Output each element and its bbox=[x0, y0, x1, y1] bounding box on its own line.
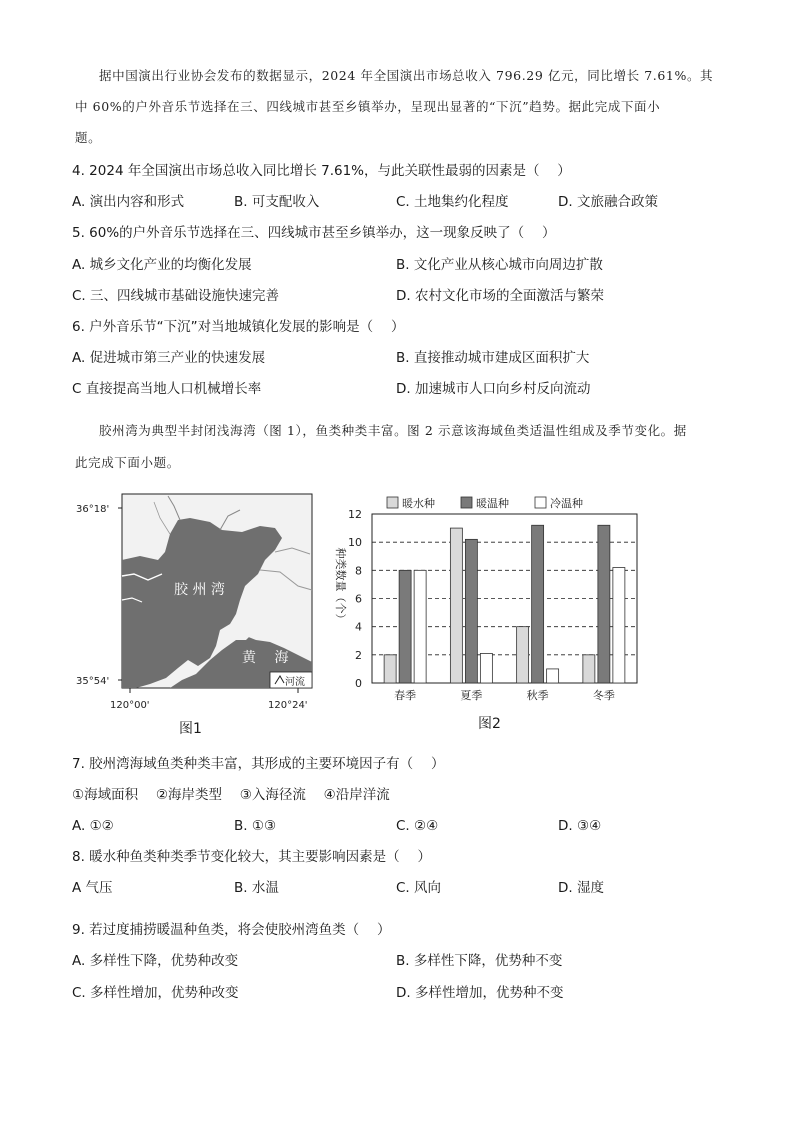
chart-bar bbox=[480, 653, 492, 683]
figure2-chart bbox=[325, 490, 655, 715]
passage1-line1: 据中国演出行业协会发布的数据显示，2024 年全国演出市场总收入 796.29 亿元，同比增长 7.61%。其 bbox=[99, 68, 714, 83]
q6-option-c[interactable]: C 直接提高当地人口机械增长率 bbox=[72, 381, 262, 397]
map-bay-label: 胶 州 湾 bbox=[174, 582, 225, 598]
chart-legend-label: 暖温种 bbox=[476, 497, 509, 510]
q9-option-c[interactable]: C. 多样性增加，优势种改变 bbox=[72, 985, 239, 1001]
chart-bar bbox=[583, 655, 595, 683]
chart-xtick-label: 冬季 bbox=[592, 689, 615, 702]
q7-option-a[interactable]: A. ①② bbox=[72, 818, 114, 834]
chart-xtick-label: 春季 bbox=[394, 689, 417, 702]
q4-option-d[interactable]: D. 文旅融合政策 bbox=[558, 194, 658, 210]
chart-bar bbox=[532, 525, 544, 683]
chart-ytick-label: 2 bbox=[355, 648, 362, 662]
chart-xtick-label: 夏季 bbox=[460, 689, 483, 702]
q6-option-b[interactable]: B. 直接推动城市建成区面积扩大 bbox=[396, 350, 590, 366]
chart-ylabel: 种类数量（个） bbox=[334, 547, 347, 625]
chart-ytick-label: 8 bbox=[355, 564, 362, 578]
chart-ytick-label: 4 bbox=[355, 620, 362, 634]
map-lon-right: 120°24' bbox=[268, 700, 308, 711]
passage2-line1: 胶州湾为典型半封闭浅海湾（图 1），鱼类种类丰富。图 2 示意该海域鱼类适温性组成及季节变化。据 bbox=[99, 423, 687, 438]
chart-bar bbox=[384, 655, 396, 683]
q5-option-a[interactable]: A. 城乡文化产业的均衡化发展 bbox=[72, 257, 252, 273]
q4-option-b[interactable]: B. 可支配收入 bbox=[234, 194, 320, 210]
chart-bar bbox=[414, 570, 426, 683]
q8-option-b[interactable]: B. 水温 bbox=[234, 880, 279, 896]
map-lat-top: 36°18' bbox=[76, 504, 110, 515]
q9-stem: 9. 若过度捕捞暖温种鱼类，将会使胶州湾鱼类（ ） bbox=[72, 922, 391, 938]
q9-option-d[interactable]: D. 多样性增加，优势种不变 bbox=[396, 985, 564, 1001]
figure2-caption: 图2 bbox=[478, 716, 501, 732]
chart-bar bbox=[465, 539, 477, 683]
passage1-line3: 题。 bbox=[75, 130, 102, 145]
q4-option-a[interactable]: A. 演出内容和形式 bbox=[72, 194, 185, 210]
map-sea-label: 黄 海 bbox=[242, 650, 289, 666]
q7-items: ①海域面积 ②海岸类型 ③入海径流 ④沿岸洋流 bbox=[72, 787, 390, 803]
chart-ytick-label: 10 bbox=[348, 536, 362, 550]
bar-chart bbox=[325, 490, 655, 715]
chart-ytick-label: 0 bbox=[355, 677, 362, 690]
chart-legend-label: 冷温种 bbox=[550, 497, 583, 510]
chart-bar bbox=[598, 525, 610, 683]
map-lat-bottom: 35°54' bbox=[76, 676, 110, 687]
q8-option-c[interactable]: C. 风向 bbox=[396, 880, 442, 896]
chart-legend-swatch bbox=[387, 497, 398, 508]
q9-option-a[interactable]: A. 多样性下降，优势种改变 bbox=[72, 953, 239, 969]
map-legend-label: 河流 bbox=[285, 677, 305, 688]
q6-option-d[interactable]: D. 加速城市人口向乡村反向流动 bbox=[396, 381, 591, 397]
q6-option-a[interactable]: A. 促进城市第三产业的快速发展 bbox=[72, 350, 266, 366]
q5-option-b[interactable]: B. 文化产业从核心城市向周边扩散 bbox=[396, 257, 603, 273]
chart-ytick-label: 6 bbox=[355, 592, 362, 606]
q5-stem: 5. 60%的户外音乐节选择在三、四线城市甚至乡镇举办，这一现象反映了（ ） bbox=[72, 225, 556, 241]
q5-option-c[interactable]: C. 三、四线城市基础设施快速完善 bbox=[72, 288, 280, 304]
chart-legend-label: 暖水种 bbox=[402, 497, 435, 510]
q7-option-c[interactable]: C. ②④ bbox=[396, 818, 439, 834]
passage1-line2: 中 60%的户外音乐节选择在三、四线城市甚至乡镇举办，呈现出显著的“下沉”趋势。据此完成下面小 bbox=[75, 99, 661, 114]
chart-ytick-label: 12 bbox=[348, 508, 362, 521]
q6-stem: 6. 户外音乐节“下沉”对当地城镇化发展的影响是（ ） bbox=[72, 319, 405, 335]
map-lon-left: 120°00' bbox=[110, 700, 150, 711]
q7-option-b[interactable]: B. ①③ bbox=[234, 818, 277, 834]
figure1-map bbox=[70, 490, 330, 740]
q8-option-d[interactable]: D. 湿度 bbox=[558, 880, 604, 896]
chart-legend-swatch bbox=[461, 497, 472, 508]
figure1-caption: 图1 bbox=[179, 721, 202, 737]
q8-stem: 8. 暖水种鱼类种类季节变化较大，其主要影响因素是（ ） bbox=[72, 849, 431, 865]
q4-option-c[interactable]: C. 土地集约化程度 bbox=[396, 194, 509, 210]
chart-bar bbox=[613, 568, 625, 683]
chart-bar bbox=[547, 669, 559, 683]
q8-option-a[interactable]: A 气压 bbox=[72, 880, 113, 896]
chart-xtick-label: 秋季 bbox=[526, 689, 549, 702]
chart-legend-swatch bbox=[535, 497, 546, 508]
q7-option-d[interactable]: D. ③④ bbox=[558, 818, 602, 834]
chart-bar bbox=[399, 570, 411, 683]
chart-bar bbox=[450, 528, 462, 683]
passage2-line2: 此完成下面小题。 bbox=[75, 455, 180, 470]
q9-option-b[interactable]: B. 多样性下降，优势种不变 bbox=[396, 953, 563, 969]
chart-bar bbox=[517, 627, 529, 683]
q4-stem: 4. 2024 年全国演出市场总收入同比增长 7.61%，与此关联性最弱的因素是（ ） bbox=[72, 163, 571, 179]
q7-stem: 7. 胶州湾海域鱼类种类丰富，其形成的主要环境因子有（ ） bbox=[72, 756, 445, 772]
q5-option-d[interactable]: D. 农村文化市场的全面激活与繁荣 bbox=[396, 288, 604, 304]
